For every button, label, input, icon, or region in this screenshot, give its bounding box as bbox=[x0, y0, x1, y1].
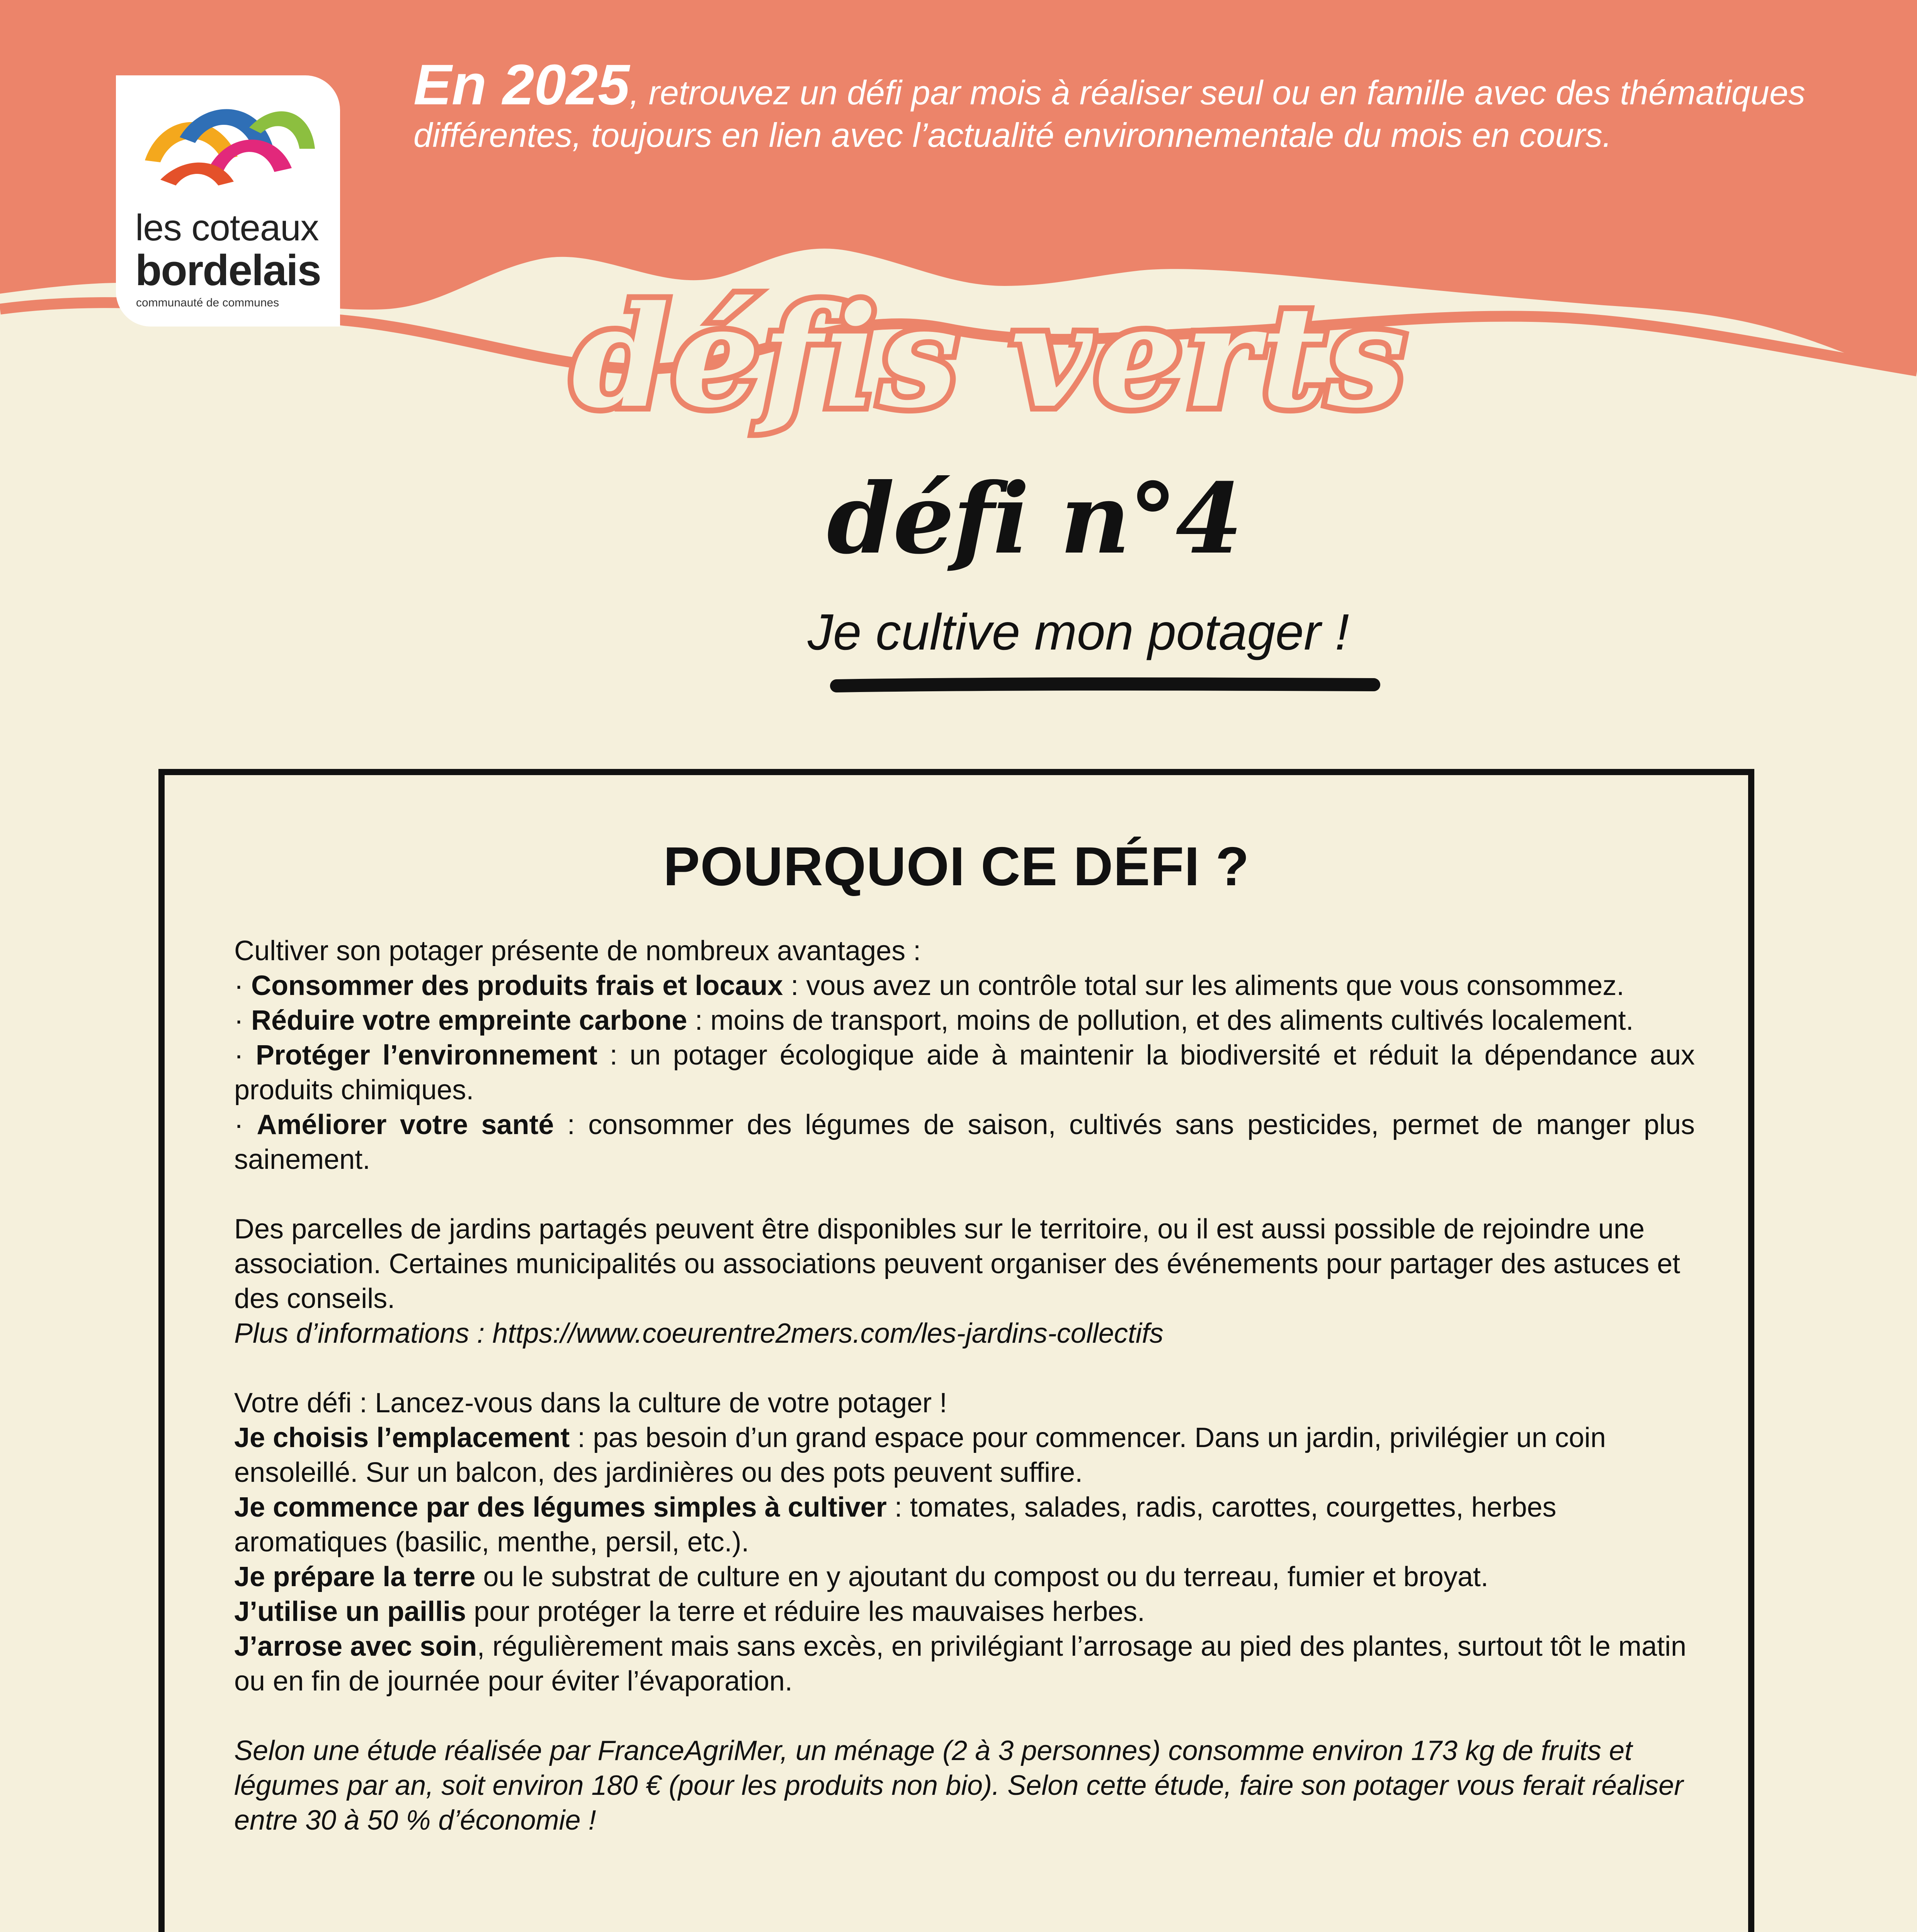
step-item: Je choisis l’emplacement : pas besoin d’un grand espace pour commencer. Dans un jardin, privilégier un coin ensoleillé. Sur un balcon, des jardinières ou des pots peuvent suffire. bbox=[234, 1422, 1606, 1488]
logo bbox=[116, 75, 340, 327]
why-box bbox=[158, 769, 1754, 1932]
header-year: En 2025 bbox=[413, 53, 630, 117]
benefits-intro: Cultiver son potager présente de nombreux avantages : bbox=[234, 935, 921, 966]
why-box-body bbox=[234, 934, 1695, 1838]
benefit-item: · Protéger l’environnement : un potager écologique aide à maintenir la biodiversité et réduit la dépendance aux produits chimiques. bbox=[234, 1040, 1695, 1105]
challenge-number: défi n°4 bbox=[827, 462, 1242, 575]
banner-title: défis verts bbox=[572, 275, 1408, 439]
header-intro bbox=[413, 53, 1843, 156]
logo-text-line2: bordelais bbox=[135, 246, 321, 294]
logo-arcs-icon bbox=[137, 91, 319, 203]
benefit-item: · Améliorer votre santé : consommer des légumes de saison, cultivés sans pesticides, permet de manger plus sainement. bbox=[234, 1109, 1695, 1175]
step-item: Je commence par des légumes simples à cultiver : tomates, salades, radis, carottes, courgettes, herbes aromatiques (basilic, menthe, persil, etc.). bbox=[234, 1492, 1556, 1558]
subtitle-underline bbox=[837, 684, 1374, 686]
more-info-link[interactable]: Plus d’informations : https://www.coeurentre2mers.com/les-jardins-collectifs bbox=[234, 1318, 1163, 1349]
step-item: J’utilise un paillis pour protéger la terre et réduire les mauvaises herbes. bbox=[234, 1596, 1145, 1627]
logo-text-line3: communauté de communes bbox=[136, 296, 279, 309]
challenge-subtitle: Je cultive mon potager ! bbox=[808, 604, 1349, 660]
why-box-title: POURQUOI CE DÉFI ? bbox=[663, 836, 1250, 897]
benefit-item: · Consommer des produits frais et locaux : vous avez un contrôle total sur les aliments que vous consommez. bbox=[234, 970, 1624, 1001]
logo-text-line1: les coteaux bbox=[135, 207, 319, 248]
shared-gardens-paragraph: Des parcelles de jardins partagés peuvent être disponibles sur le territoire, ou il est aussi possible de rejoindre une association. Certaines municipalités ou associations peuvent organiser des événements pour partager des astuces et des conseils. bbox=[234, 1214, 1681, 1314]
study-paragraph: Selon une étude réalisée par FranceAgriMer, un ménage (2 à 3 personnes) consomme environ 173 kg de fruits et légumes par an, soit environ 180 € (pour les produits non bio). Selon cette étude, faire son potager vous ferait réaliser entre 30 à 50 % d’économie ! bbox=[234, 1735, 1684, 1836]
step-item: Je prépare la terre ou le substrat de culture en y ajoutant du compost ou du terreau, fumier et broyat. bbox=[234, 1561, 1488, 1592]
header-intro-text: , retrouvez un défi par mois à réaliser seul ou en famille avec des thématiques différentes, toujours en lien avec l’actualité environnementale du mois en cours. bbox=[413, 73, 1805, 154]
step-item: J’arrose avec soin, régulièrement mais sans excès, en privilégiant l’arrosage au pied des plantes, surtout tôt le matin ou en fin de journée pour éviter l’évaporation. bbox=[234, 1631, 1687, 1697]
benefit-item: · Réduire votre empreinte carbone : moins de transport, moins de pollution, et des aliments cultivés localement. bbox=[234, 1005, 1634, 1036]
defi-intro: Votre défi : Lancez-vous dans la culture de votre potager ! bbox=[234, 1388, 947, 1418]
